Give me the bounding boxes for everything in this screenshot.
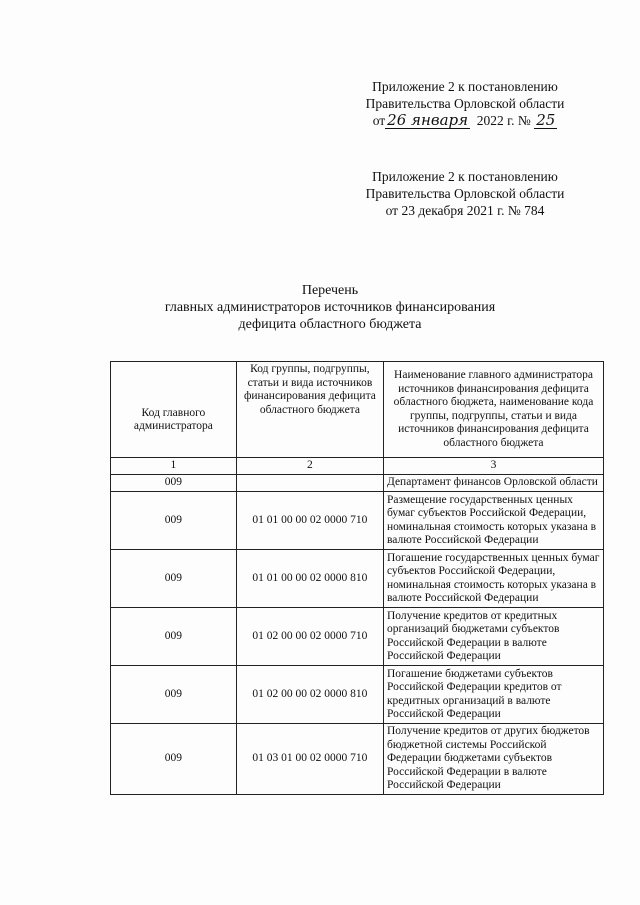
name-cell: Погашение бюджетами субъектов Российской Федерации кредитов от кредитных организаций в валюте Российской Федерации — [383, 666, 603, 724]
title-line: главных администраторов источников финансирования — [164, 300, 496, 315]
admin-code-cell: 009 — [111, 550, 237, 608]
admin-code-cell: 009 — [111, 608, 237, 666]
header-line: Правительства Орловской области — [365, 186, 565, 201]
column-header-source-code: Код группы, подгруппы, статьи и вида источников финансирования дефицита областного бюджета — [236, 362, 383, 458]
admin-code-cell: 009 — [111, 724, 237, 795]
table-row — [111, 475, 604, 492]
source-code-cell — [236, 475, 383, 492]
name-cell: Департамент финансов Орловской области — [383, 475, 603, 492]
column-number: 1 — [111, 458, 237, 475]
table-row — [111, 608, 604, 666]
name-cell: Получение кредитов от кредитных организаций бюджетами субъектов Российской Федерации в валюте Российской Федерации — [383, 608, 603, 666]
admin-code-cell: 009 — [111, 666, 237, 724]
administrators-table — [110, 361, 604, 795]
handwritten-date: 26 января — [387, 111, 469, 129]
title-line: дефицита областного бюджета — [238, 317, 422, 332]
source-code-cell: 01 01 00 00 02 0000 810 — [236, 550, 383, 608]
column-header-admin-code: Код главного администратора — [111, 362, 237, 458]
name-cell: Получение кредитов от других бюджетов бюджетной системы Российской Федерации бюджетами субъектов Российской Федерации в валюте Российской Федерации — [383, 724, 603, 795]
source-code-cell: 01 02 00 00 02 0000 710 — [236, 608, 383, 666]
date-prefix: от — [372, 113, 386, 128]
header-line: Правительства Орловской области — [365, 96, 565, 111]
source-code-cell: 01 02 00 00 02 0000 810 — [236, 666, 383, 724]
header-line: Приложение 2 к постановлению — [372, 79, 558, 94]
column-number: 2 — [236, 458, 383, 475]
name-cell: Размещение государственных ценных бумаг субъектов Российской Федерации, номинальная стоимость которых указана в валюте Российской Федерации — [383, 492, 603, 550]
header-date-line — [340, 112, 590, 129]
table-row — [111, 666, 604, 724]
table-row — [111, 724, 604, 795]
document-title — [100, 282, 560, 333]
title-line: Перечень — [301, 283, 359, 298]
name-cell: Погашение государственных ценных бумаг субъектов Российской Федерации, номинальная стоимость которых указана в валюте Российской Федерации — [383, 550, 603, 608]
table-header-row — [111, 362, 604, 458]
admin-code-cell: 009 — [111, 475, 237, 492]
date-year: 2022 г. № — [476, 113, 531, 128]
source-code-cell: 01 01 00 00 02 0000 710 — [236, 492, 383, 550]
header-line: от 23 декабря 2021 г. № 784 — [385, 203, 545, 218]
table-number-row — [111, 458, 604, 475]
handwritten-number: 25 — [536, 111, 556, 129]
column-number: 3 — [383, 458, 603, 475]
appendix-header-original — [340, 168, 590, 219]
column-header-name: Наименование главного администратора источников финансирования дефицита областного бюджета, наименование кода группы, подгруппы, статьи и вида источников финансирования дефицита областного бюджета — [383, 362, 603, 458]
appendix-header-amendment — [340, 78, 590, 129]
source-code-cell: 01 03 01 00 02 0000 710 — [236, 724, 383, 795]
admin-code-cell: 009 — [111, 492, 237, 550]
table-row — [111, 492, 604, 550]
header-line: Приложение 2 к постановлению — [372, 169, 558, 184]
table-row — [111, 550, 604, 608]
